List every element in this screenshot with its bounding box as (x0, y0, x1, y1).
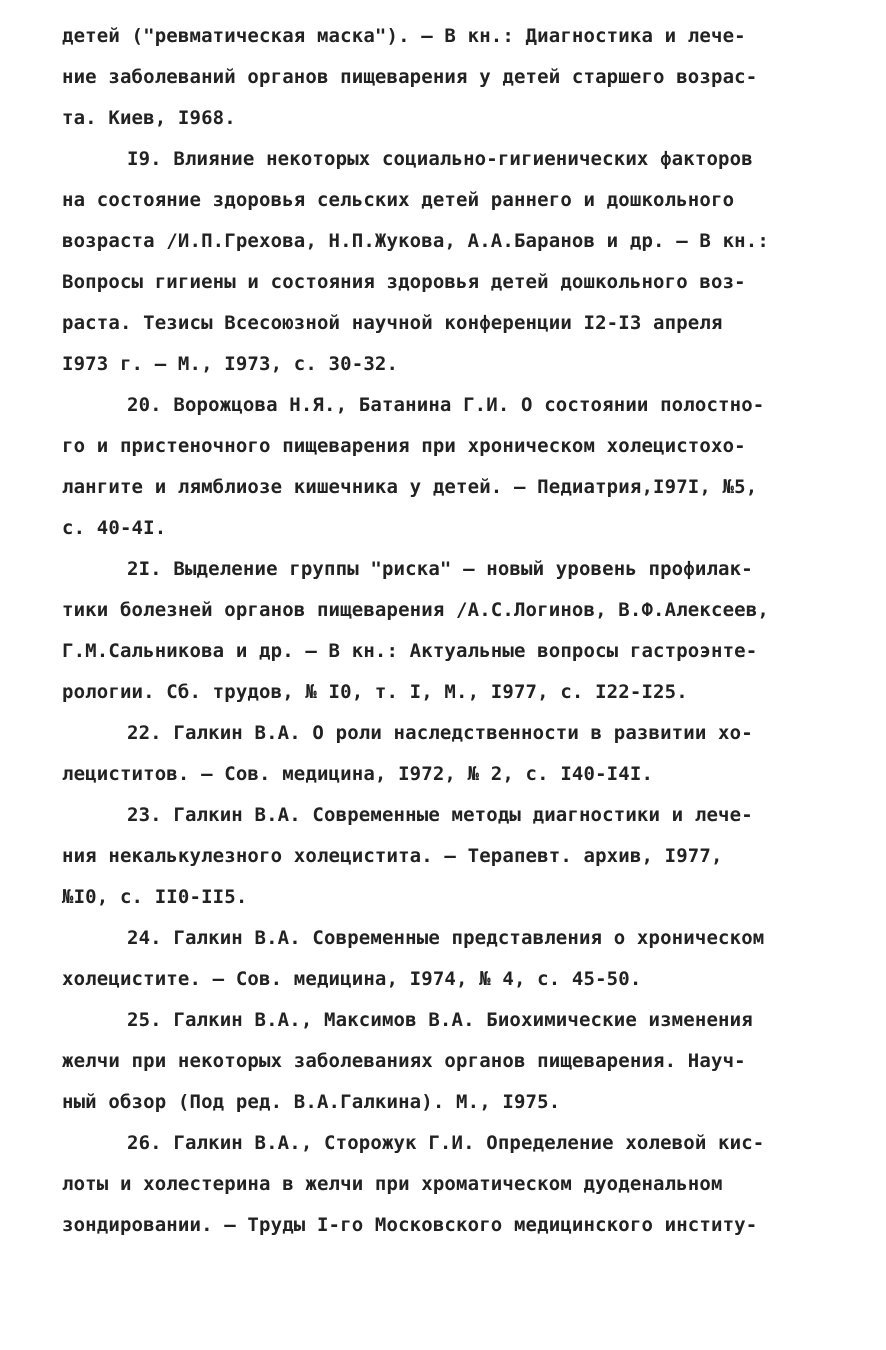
reference-start-line: 2I. Выделение группы "риска" – новый уровень профилак- (127, 558, 753, 580)
text-line: ный обзор (Под ред. В.А.Галкина). М., I975. (62, 1091, 561, 1113)
reference-start-line: 23. Галкин В.А. Современные методы диагностики и лече- (127, 804, 753, 826)
reference-start-line: 25. Галкин В.А., Максимов В.А. Биохимические изменения (127, 1009, 753, 1031)
text-line: тики болезней органов пищеварения /А.С.Логинов, В.Ф.Алексеев, (62, 599, 769, 621)
text-line: раста. Тезисы Всесоюзной научной конференции I2-I3 апреля (62, 312, 723, 334)
text-line: I973 г. – М., I973, с. 30-32. (62, 353, 399, 375)
reference-start-line: 26. Галкин В.А., Сторожук Г.И. Определение холевой кис- (127, 1132, 765, 1154)
text-line: на состояние здоровья сельских детей раннего и дошкольного (62, 189, 735, 211)
text-line: лоты и холестерина в желчи при хроматическом дуоденальном (62, 1173, 723, 1195)
reference-start-line: I9. Влияние некоторых социально-гигиенических факторов (127, 148, 753, 170)
text-line: рологии. Сб. трудов, № I0, т. I, М., I977, с. I22-I25. (62, 681, 688, 703)
text-line: та. Киев, I968. (62, 107, 236, 129)
text-line: лангите и лямблиозе кишечника у детей. – Педиатрия,I97I, №5, (62, 476, 758, 498)
text-line: Г.М.Сальникова и др. – В кн.: Актуальные вопросы гастроэнте- (62, 640, 758, 662)
reference-start-line: 20. Ворожцова Н.Я., Батанина Г.И. О состоянии полостно- (127, 394, 765, 416)
text-line: детей ("ревматическая маска"). – В кн.: Диагностика и лече- (62, 25, 746, 47)
reference-start-line: 22. Галкин В.А. О роли наследственности в развитии хо- (127, 722, 753, 744)
text-line: холецистите. – Сов. медицина, I974, № 4, с. 45-50. (62, 968, 642, 990)
text-line: лециститов. – Сов. медицина, I972, № 2, с. I40-I4I. (62, 763, 654, 785)
text-line: Вопросы гигиены и состояния здоровья детей дошкольного воз- (62, 271, 746, 293)
text-line: №I0, с. II0-II5. (62, 886, 248, 908)
text-line: го и пристеночного пищеварения при хроническом холецистохо- (62, 435, 746, 457)
reference-list (62, 16, 852, 1246)
text-line: с. 40-4I. (62, 517, 167, 539)
text-line: ния некалькулезного холецистита. – Терапевт. архив, I977, (62, 845, 723, 867)
text-line: возраста /И.П.Грехова, Н.П.Жукова, А.А.Баранов и др. – В кн.: (62, 230, 769, 252)
reference-start-line: 24. Галкин В.А. Современные представления о хроническом (127, 927, 765, 949)
text-line: зондировании. – Труды I-го Московского медицинского институ- (62, 1214, 758, 1236)
text-line: желчи при некоторых заболеваниях органов пищеварения. Науч- (62, 1050, 746, 1072)
text-line: ние заболеваний органов пищеварения у детей старшего возрас- (62, 66, 758, 88)
